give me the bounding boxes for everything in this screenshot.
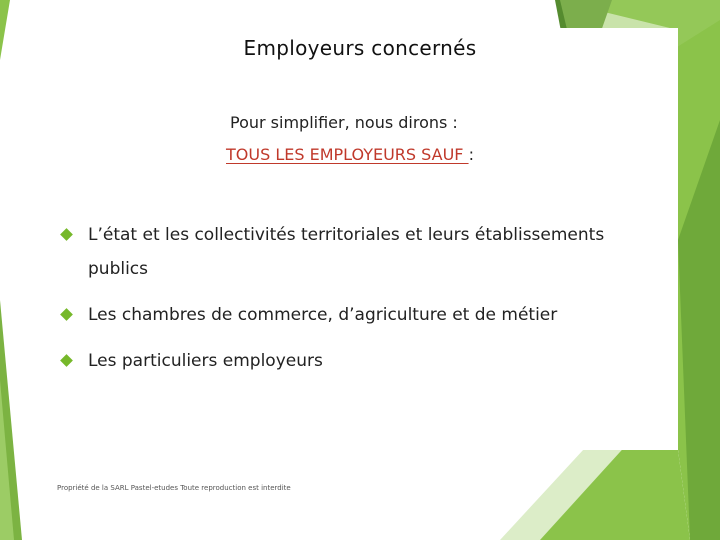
- diamond-bullet-icon: [60, 308, 73, 321]
- diamond-bullet-icon: [60, 228, 73, 241]
- bullet-item: [58, 344, 668, 378]
- bullet-list: [58, 218, 668, 378]
- slide-title: Employeurs concernés: [243, 36, 477, 60]
- bullet-text: Les chambres de commerce, d’agriculture et de métier: [88, 305, 558, 325]
- bullet-text: Les particuliers employeurs: [88, 351, 323, 371]
- highlight-emphasis: TOUS LES EMPLOYEURS SAUF: [226, 145, 469, 164]
- highlight-line: [226, 145, 474, 164]
- highlight-colon: :: [468, 145, 474, 164]
- bullet-item: [58, 218, 668, 286]
- bullet-item: [58, 298, 668, 332]
- intro-text: Pour simplifier, nous dirons :: [230, 113, 458, 132]
- diamond-bullet-icon: [60, 354, 73, 367]
- bullet-text: L’état et les collectivités territoriales et leurs établissements publics: [88, 225, 605, 279]
- footer-copyright: Propriété de la SARL Pastel-etudes Toute reproduction est interdite: [57, 484, 291, 492]
